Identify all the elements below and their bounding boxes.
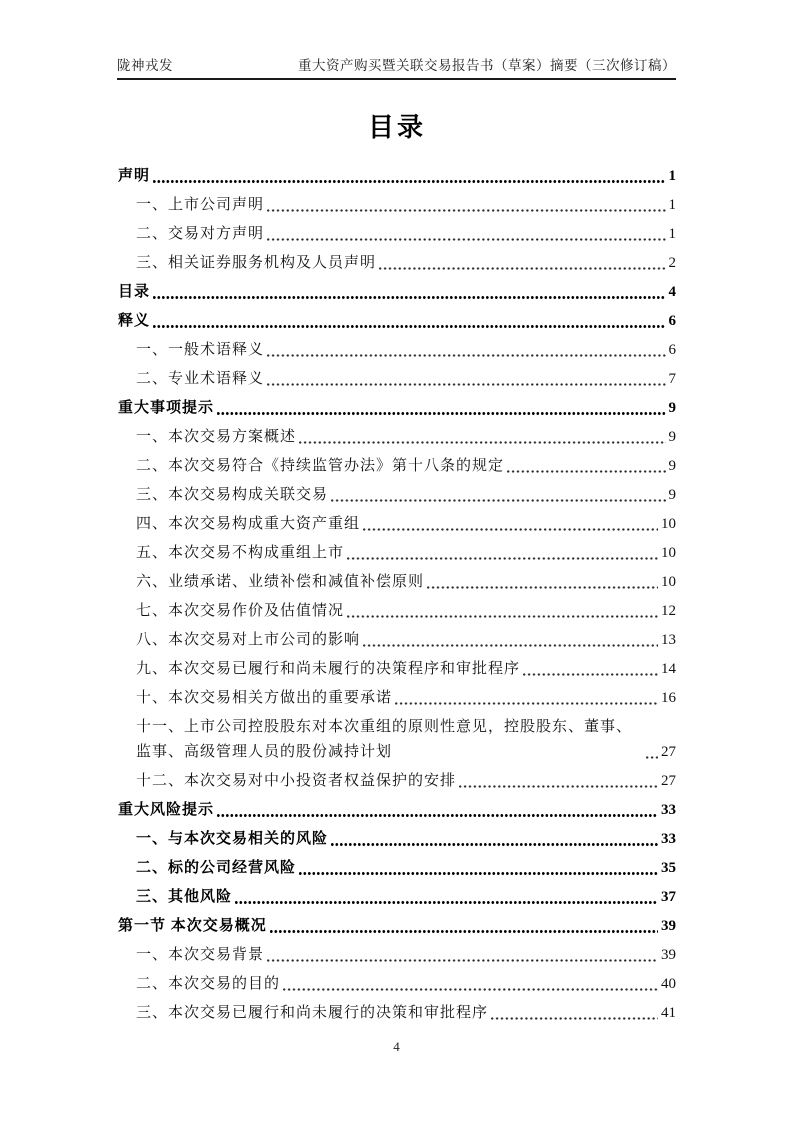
dot-leader	[646, 754, 658, 761]
toc-entry-page: 37	[661, 889, 676, 905]
dot-leader	[235, 899, 658, 906]
toc-entry-label: 声明	[118, 168, 151, 184]
dot-leader	[217, 410, 665, 417]
toc-entry-page: 33	[661, 831, 676, 847]
header-report-title: 重大资产购买暨关联交易报告书（草案）摘要（三次修订稿）	[298, 58, 676, 73]
toc-entry-label: 二、专业术语释义	[136, 371, 265, 387]
toc-entry-page: 4	[668, 284, 676, 300]
dot-leader	[331, 497, 665, 504]
toc-entry-label: 重大事项提示	[118, 400, 215, 416]
toc-entry-label: 一、与本次交易相关的风险	[136, 831, 329, 847]
toc-entry-page: 13	[661, 632, 676, 648]
toc-entry-page: 33	[661, 802, 676, 818]
dot-leader	[395, 700, 658, 707]
toc-entry-page: 16	[661, 690, 676, 706]
toc-entry	[118, 307, 676, 336]
toc-entry-page: 1	[668, 197, 676, 213]
toc-entry-label: 三、相关证券服务机构及人员声明	[136, 255, 377, 271]
dot-leader	[347, 555, 658, 562]
toc-entry	[118, 825, 676, 854]
toc-entry-label: 目录	[118, 284, 151, 300]
dot-leader	[491, 1015, 658, 1022]
toc-entry-label: 二、本次交易符合《持续监管办法》第十八条的规定	[136, 458, 505, 474]
toc-entry	[118, 191, 676, 220]
toc-entry	[118, 568, 676, 597]
toc-entry-page: 1	[668, 168, 676, 184]
dot-leader	[363, 526, 658, 533]
toc-entry-label: 十一、上市公司控股股东对本次重组的原则性意见，控股股东、董事、监事、高级管理人员的股份减持计划	[136, 719, 633, 760]
toc-entry	[118, 713, 676, 767]
toc-entry-label: 重大风险提示	[118, 802, 215, 818]
toc-entry-label: 一、一般术语释义	[136, 342, 265, 358]
toc-entry	[118, 539, 676, 568]
toc-entry-label: 释义	[118, 313, 151, 329]
toc-entry	[118, 941, 676, 970]
toc-entry	[118, 220, 676, 249]
toc-entry-label: 一、本次交易方案概述	[136, 429, 297, 445]
toc-entry	[118, 912, 676, 941]
toc-entry	[118, 423, 676, 452]
toc-entry-page: 6	[668, 313, 676, 329]
toc-entry-label: 三、本次交易构成关联交易	[136, 487, 329, 503]
toc-entry-page: 9	[668, 429, 676, 445]
toc-entry-page: 27	[661, 773, 676, 789]
toc-entry	[118, 510, 676, 539]
page-footer	[0, 1039, 793, 1055]
toc-entry-page: 10	[661, 574, 676, 590]
page-title: 目录	[367, 112, 426, 142]
toc-entry-label: 十二、本次交易对中小投资者权益保护的安排	[136, 773, 457, 789]
toc-entry-page: 1	[668, 226, 676, 242]
toc-entry	[118, 970, 676, 999]
toc-entry-label: 一、本次交易背景	[136, 947, 265, 963]
toc-entry-label: 一、上市公司声明	[136, 197, 265, 213]
toc-entry-page: 27	[661, 744, 676, 760]
dot-leader	[331, 841, 658, 848]
dot-leader	[507, 468, 665, 475]
toc-entry-label: 三、本次交易已履行和尚未履行的决策和审批程序	[136, 1005, 489, 1021]
toc-entry-page: 2	[668, 255, 676, 271]
toc-entry	[118, 278, 676, 307]
dot-leader	[267, 381, 665, 388]
toc-entry-page: 41	[661, 1005, 676, 1021]
toc-entry-label: 四、本次交易构成重大资产重组	[136, 516, 361, 532]
toc-entry-page: 39	[661, 947, 676, 963]
toc-entry-label: 二、标的公司经营风险	[136, 860, 297, 876]
toc-list	[118, 162, 676, 1028]
dot-leader	[379, 265, 665, 272]
toc-entry	[118, 249, 676, 278]
toc-entry-label: 九、本次交易已履行和尚未履行的决策程序和审批程序	[136, 661, 521, 677]
dot-leader	[299, 439, 665, 446]
toc-entry-label: 十、本次交易相关方做出的重要承诺	[136, 690, 393, 706]
toc-entry-page: 39	[661, 918, 676, 934]
toc-entry	[118, 999, 676, 1028]
toc-entry	[118, 796, 676, 825]
header-company-name: 陇神戎发	[117, 58, 173, 73]
toc-entry-page: 40	[661, 976, 676, 992]
dot-leader	[153, 178, 665, 185]
dot-leader	[347, 613, 658, 620]
toc-entry	[118, 452, 676, 481]
toc-entry	[118, 162, 676, 191]
toc-entry	[118, 626, 676, 655]
toc-entry-label: 二、本次交易的目的	[136, 976, 281, 992]
toc-entry-page: 9	[668, 400, 676, 416]
dot-leader	[153, 294, 665, 301]
toc-entry-page: 10	[661, 545, 676, 561]
dot-leader	[267, 352, 665, 359]
dot-leader	[523, 671, 658, 678]
dot-leader	[363, 642, 658, 649]
dot-leader	[283, 986, 658, 993]
dot-leader	[270, 928, 658, 935]
dot-leader	[153, 323, 665, 330]
toc-entry-page: 7	[668, 371, 676, 387]
toc-entry	[118, 597, 676, 626]
dot-leader	[217, 812, 658, 819]
toc-entry-label: 二、交易对方声明	[136, 226, 265, 242]
toc-entry	[118, 684, 676, 713]
toc-entry	[118, 655, 676, 684]
toc-entry-label: 六、业绩承诺、业绩补偿和减值补偿原则	[136, 574, 425, 590]
toc-entry-label: 八、本次交易对上市公司的影响	[136, 632, 361, 648]
dot-leader	[427, 584, 658, 591]
toc-entry-page: 35	[661, 860, 676, 876]
toc-entry-label: 三、其他风险	[136, 889, 233, 905]
footer-page-number: 4	[393, 1039, 400, 1054]
page-content	[118, 0, 676, 1028]
toc-entry-page: 12	[661, 603, 676, 619]
dot-leader	[459, 783, 658, 790]
dot-leader	[299, 870, 658, 877]
toc-entry-label: 第一节 本次交易概况	[118, 918, 267, 934]
toc-entry-page: 9	[668, 487, 676, 503]
toc-entry	[118, 854, 676, 883]
toc-entry-page: 14	[661, 661, 676, 677]
toc-entry	[118, 883, 676, 912]
toc-entry-label: 五、本次交易不构成重组上市	[136, 545, 345, 561]
toc-entry-page: 10	[661, 516, 676, 532]
dot-leader	[267, 236, 665, 243]
toc-entry-page: 6	[668, 342, 676, 358]
toc-entry-page: 9	[668, 458, 676, 474]
toc-entry	[118, 394, 676, 423]
toc-entry	[118, 767, 676, 796]
toc-entry-label: 七、本次交易作价及估值情况	[136, 603, 345, 619]
toc-entry	[118, 481, 676, 510]
dot-leader	[267, 957, 658, 964]
toc-entry	[118, 336, 676, 365]
toc-entry	[118, 365, 676, 394]
dot-leader	[267, 207, 665, 214]
